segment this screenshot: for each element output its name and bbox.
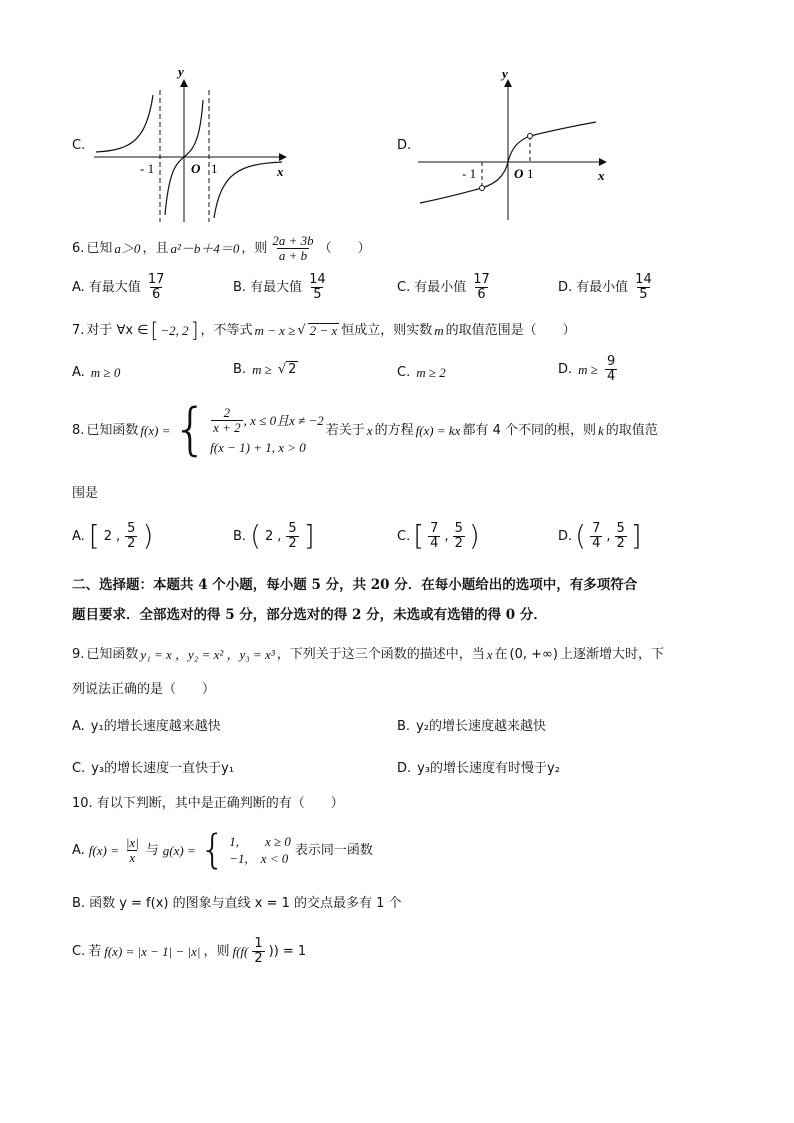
q8-cases — [210, 406, 324, 453]
section2-heading-line1: 二、选择题：本题共 4 个小题，每小题 5 分，共 20 分．在每小题给出的选项中，有多项符合 — [72, 577, 638, 593]
q9-text: 已知函数 — [86, 647, 139, 662]
q8-case1 — [210, 406, 324, 434]
q6-number: 6. — [72, 240, 85, 256]
q10-cases — [229, 835, 291, 865]
q8-text: 若关于 — [325, 422, 365, 438]
q8-text: 已知函数 — [86, 422, 139, 438]
option-text: 表示同一函数 — [294, 842, 373, 858]
option-label: B. — [233, 528, 247, 544]
frac-num: 17 — [147, 272, 165, 287]
frac-den: 4 — [606, 368, 616, 384]
q8-equation: f(x) = kx — [415, 422, 461, 438]
q6-frac-den: a + b — [278, 247, 308, 263]
option-label: B. — [397, 719, 411, 734]
frac-den: 6 — [151, 286, 161, 302]
piecewise-brace: { — [172, 397, 209, 462]
option-text: m ≥ 0 — [90, 365, 121, 380]
q10-option-c[interactable] — [72, 937, 306, 965]
q7-option-b[interactable] — [233, 363, 298, 376]
neg-one-label: - 1 — [462, 166, 477, 181]
q7-inequality: m − x ≥ — [254, 322, 296, 338]
option-text: y₃的增长速度有时慢于y₂ — [417, 761, 560, 776]
sqrt-sign: √ — [277, 362, 287, 377]
q9-stem — [72, 648, 664, 661]
q9-option-a[interactable] — [72, 720, 221, 733]
frac-den: 5 — [313, 286, 322, 302]
q9-number: 9. — [72, 647, 85, 662]
frac-den: x + 2 — [213, 420, 241, 435]
fx: f(x) = — [88, 842, 119, 858]
q8-text: 都有 4 个不同的根，则 — [462, 422, 596, 438]
frac-den: 2 — [616, 535, 625, 551]
option-text: m ≥ — [252, 362, 272, 377]
q6-text: ，且 — [142, 240, 169, 256]
frac-num: 17 — [473, 272, 490, 287]
interval-start: 2 — [265, 528, 274, 544]
ff: f(f( — [232, 943, 249, 959]
q6-answer-paren: （ ） — [318, 240, 371, 256]
option-text: 函数 y = f(x) 的图象与直线 x = 1 的交点最多有 1 个 — [89, 896, 402, 911]
option-label: C. — [397, 279, 411, 295]
option-text: y₁的增长速度越来越快 — [90, 719, 221, 734]
q8-fx: f(x) = — [140, 422, 171, 438]
q8-number: 8. — [72, 422, 85, 438]
q9-text: 上逐渐增大时，下 — [559, 647, 664, 662]
fx: f(x) = |x − 1| − |x| — [104, 943, 201, 959]
comma: , — [606, 528, 611, 544]
frac-num: 5 — [127, 521, 136, 536]
bracket-right: ) — [142, 519, 154, 553]
frac-num: 5 — [616, 521, 625, 536]
open-point-left — [480, 186, 485, 191]
option-label: A. — [72, 842, 85, 858]
frac-den: 6 — [477, 286, 486, 302]
y-label: y — [502, 66, 508, 81]
option-text: 有最大值 — [250, 279, 303, 295]
interval-start: 2 — [103, 528, 113, 544]
bracket-left: [ — [413, 519, 425, 553]
option-text: 与 — [145, 842, 159, 858]
piecewise-brace: { — [199, 827, 226, 873]
option-text: )) = 1 — [268, 943, 307, 959]
q8-option-b[interactable] — [233, 519, 315, 553]
q6-option-c[interactable] — [397, 273, 493, 301]
option-text: 有最大值 — [88, 279, 141, 295]
q7-option-c[interactable] — [397, 366, 446, 379]
option-text: m ≥ — [578, 361, 598, 377]
q7-interval: −2, 2 — [160, 322, 189, 338]
q8-var-x: x — [366, 422, 373, 438]
q6-text: ，则 — [241, 240, 268, 256]
frac-den: 2 — [127, 535, 136, 551]
q8-stem-line2: 围是 — [72, 486, 99, 501]
q7-text: ，不等式 — [200, 322, 253, 338]
one-label: 1 — [527, 166, 534, 181]
q6-fraction — [270, 234, 315, 262]
frac-den: 4 — [430, 535, 439, 551]
frac-den: 4 — [592, 535, 601, 551]
option-label: D. — [397, 761, 412, 776]
bracket-right: ) — [468, 519, 480, 553]
frac-num: 7 — [430, 521, 439, 536]
q9-option-d[interactable] — [397, 762, 560, 775]
comma: , — [277, 528, 282, 544]
frac-den: 2 — [454, 535, 463, 551]
q7-text: 恒成立，则实数 — [341, 322, 433, 338]
bracket-left: ( — [250, 519, 261, 553]
sqrt-sign: √ — [297, 322, 306, 338]
frac-den: 5 — [639, 286, 648, 302]
q6-option-a[interactable] — [72, 273, 167, 301]
q7-option-a[interactable] — [72, 366, 120, 379]
option-label: D. — [558, 528, 573, 544]
q10-option-b[interactable] — [72, 897, 402, 910]
option-label: A. — [72, 365, 85, 380]
option-text: 有最小值 — [414, 279, 467, 295]
frac-num: |x| — [125, 834, 139, 850]
option-label: A. — [72, 719, 85, 734]
q8-text: 的取值范 — [605, 422, 658, 438]
option-d-label: D. — [397, 138, 412, 153]
frac-num: 14 — [635, 272, 652, 287]
q8-case1-cond: , x ≤ 0且x ≠ −2 — [243, 413, 324, 428]
section2-heading-line2: 题目要求．全部选对的得 5 分，部分选对的得 2 分，未选或有选错的得 0 分． — [72, 607, 547, 623]
neg-one-label: - 1 — [140, 161, 155, 176]
q8-case2: f(x − 1) + 1, x > 0 — [210, 439, 306, 455]
frac-num: 1 — [254, 936, 263, 951]
comma: , — [116, 528, 121, 544]
y-label: y — [178, 64, 184, 79]
q8-text: 的方程 — [374, 422, 414, 438]
x-label: x — [277, 164, 284, 179]
case2: −1, x < 0 — [229, 851, 289, 866]
bracket-right: ] — [630, 519, 642, 553]
q10-option-a[interactable] — [72, 827, 373, 873]
q6-option-b[interactable] — [233, 273, 329, 301]
frac-num: 7 — [592, 521, 601, 536]
frac-den: 2 — [288, 535, 297, 551]
curve-right — [214, 162, 282, 218]
option-label: B. — [233, 362, 247, 377]
q9-text: 在 — [494, 647, 508, 662]
frac-num: 9 — [606, 354, 616, 369]
one-label: 1 — [211, 161, 218, 176]
option-text: y₂的增长速度越来越快 — [416, 719, 546, 734]
q10-stem — [72, 797, 344, 810]
option-label: C. — [72, 761, 86, 776]
q8-option-d[interactable] — [558, 519, 642, 553]
bracket-left: [ — [88, 519, 100, 553]
q8-var-k: k — [597, 422, 604, 438]
bracket-left: ( — [575, 519, 587, 553]
curve-left — [96, 95, 153, 152]
option-label: D. — [558, 279, 573, 295]
option-text: m ≥ 2 — [416, 365, 446, 380]
q6-cond1: a＞0 — [114, 240, 141, 256]
q6-stem — [72, 234, 371, 262]
option-label: D. — [558, 361, 573, 377]
option-text: 若 — [88, 943, 102, 959]
origin-label: O — [191, 161, 201, 176]
graph-c — [90, 60, 300, 225]
comma: , — [444, 528, 449, 544]
bracket: [ — [150, 318, 159, 342]
frac-den: x — [129, 849, 136, 865]
option-label: A. — [72, 279, 85, 295]
gx: g(x) = — [162, 842, 196, 858]
q9-option-b[interactable] — [397, 720, 546, 733]
q9-var: x — [486, 647, 493, 662]
option-label: C. — [397, 528, 411, 544]
option-text: 有最小值 — [576, 279, 629, 295]
q7-stem — [72, 320, 576, 340]
graph-d — [414, 60, 614, 225]
option-label: B. — [233, 279, 247, 295]
q8-option-c[interactable] — [397, 519, 480, 553]
q10-text: 有以下判断，其中是正确判断的有（ ） — [96, 796, 344, 811]
frac-num: 14 — [309, 272, 326, 287]
q6-cond2: a²－b＋4＝0 — [170, 240, 240, 256]
q10-number: 10. — [72, 796, 93, 811]
bracket: ] — [190, 318, 199, 342]
q7-text: 对于 ∀x ∈ — [86, 322, 149, 338]
q7-sqrt-body: 2 − x — [309, 323, 338, 338]
q7-var: m — [434, 322, 444, 338]
sqrt-body: 2 — [288, 362, 297, 377]
frac-num: 2 — [223, 405, 231, 421]
q7-number: 7. — [72, 322, 85, 338]
option-text: y₃的增长速度一直快于y₁ — [91, 761, 235, 776]
frac-den: 2 — [254, 950, 263, 966]
bracket-right: ] — [303, 519, 315, 553]
option-label: C. — [72, 943, 86, 959]
q8-option-a[interactable] — [72, 519, 154, 553]
open-point-right — [528, 134, 533, 139]
q6-option-d[interactable] — [558, 273, 655, 301]
q9-functions: y₁ = x ，y₂ = x² ，y₃ = x³ — [140, 647, 275, 662]
q6-text: 已知 — [86, 240, 113, 256]
option-text: ，则 — [203, 943, 230, 959]
q6-frac-num: 2a + 3b — [272, 233, 314, 248]
frac-num: 5 — [454, 521, 463, 536]
q7-option-d[interactable] — [558, 355, 618, 383]
q9-stem-line2: 列说法正确的是（ ） — [72, 682, 216, 697]
q7-text: 的取值范围是（ ） — [445, 322, 576, 338]
frac-num: 5 — [288, 521, 297, 536]
option-label: B. — [72, 896, 86, 911]
q8-stem — [72, 397, 658, 462]
q9-option-c[interactable] — [72, 762, 234, 775]
q9-interval: (0, +∞) — [509, 647, 558, 662]
q9-text: ，下列关于这三个函数的描述中，当 — [276, 647, 485, 662]
origin-label: O — [514, 166, 524, 181]
option-label: A. — [72, 528, 85, 544]
x-label: x — [598, 168, 605, 183]
option-label: C. — [397, 365, 411, 380]
case1: 1, x ≥ 0 — [229, 834, 291, 849]
option-c-label: C. — [72, 138, 86, 153]
